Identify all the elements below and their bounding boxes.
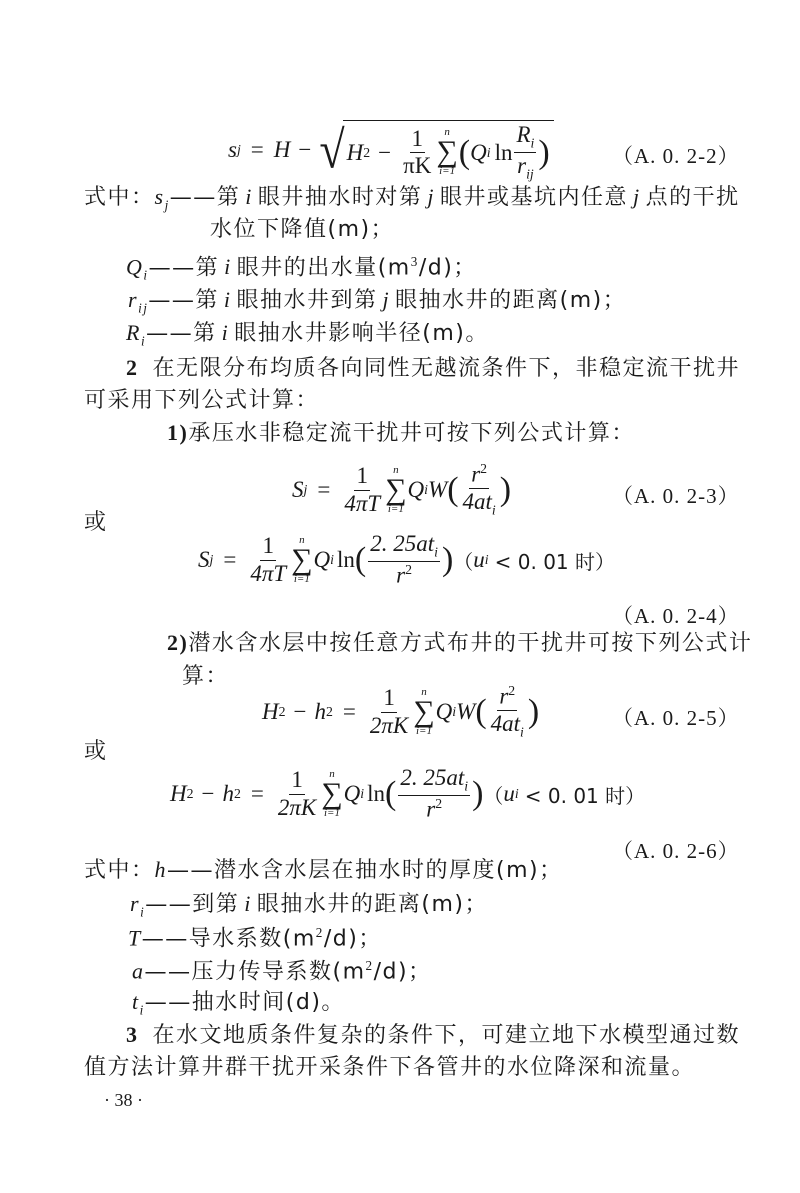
- def-symbol: r: [128, 287, 139, 312]
- em-dash: ——: [145, 892, 193, 917]
- denominator: 2πK: [277, 794, 317, 820]
- paragraph-continuation: 值方法计算井群干扰开采条件下各管井的水位降深和流量。: [84, 1055, 696, 1080]
- fraction: [368, 686, 410, 737]
- def-var: i: [224, 254, 232, 280]
- list-item: [167, 422, 635, 445]
- def-var: i: [223, 287, 232, 312]
- clause-number: 3: [126, 1022, 139, 1047]
- numerator: 1: [260, 534, 276, 560]
- paragraph: [126, 357, 740, 380]
- right-paren: ): [472, 775, 484, 812]
- eq-symbol: u: [473, 547, 485, 572]
- eq-symbol: W: [428, 477, 448, 502]
- def-subscript: j: [164, 197, 170, 213]
- denominator: 2πK: [369, 712, 409, 738]
- eq-superscript: 2: [508, 683, 516, 699]
- em-dash: ——: [144, 990, 192, 1015]
- eq-symbol: S: [292, 477, 304, 502]
- right-paren: ): [527, 693, 540, 730]
- item-text: 承压水非稳定流干扰井可按下列公式计算：: [188, 421, 635, 446]
- radicand: [343, 120, 554, 182]
- eq-superscript: 2: [480, 461, 488, 477]
- em-dash: ——: [167, 858, 215, 883]
- minus-sign: −: [298, 137, 312, 162]
- def-subscript: i: [140, 904, 146, 920]
- sum-upper: n: [299, 533, 305, 546]
- equation-label: （A. 0. 2-4）: [612, 604, 740, 628]
- sum-lower: i=1: [387, 502, 404, 515]
- eq-superscript: 2: [405, 562, 413, 578]
- def-subscript: i: [140, 333, 147, 349]
- def-subscript: i: [143, 267, 149, 283]
- equals-sign: =: [317, 477, 331, 502]
- ln-operator: ln: [337, 547, 355, 572]
- definition-row: [84, 859, 563, 882]
- eq-symbol: H: [273, 137, 291, 162]
- eq-symbol: H: [262, 699, 279, 724]
- em-dash: ——: [141, 926, 189, 952]
- numerator: r: [499, 683, 509, 709]
- def-var: i: [244, 891, 252, 916]
- denominator: r: [517, 153, 527, 178]
- eq-subscript: i: [514, 786, 519, 801]
- paragraph-text: 在水文地质条件复杂的条件下，可建立地下水模型通过数: [152, 1023, 741, 1048]
- ln-operator: ln: [367, 781, 386, 806]
- fraction: [276, 768, 318, 819]
- def-var: j: [427, 184, 436, 209]
- condition-paren: （: [483, 783, 504, 808]
- definition-row: [126, 255, 477, 282]
- def-symbol: r: [130, 891, 141, 916]
- denominator: 4πT: [250, 560, 287, 586]
- eq-symbol: Q: [407, 477, 425, 502]
- radical-icon: √: [319, 120, 345, 179]
- sum-upper: n: [329, 767, 335, 780]
- def-text: 点的干扰: [645, 185, 740, 210]
- eq-subscript: i: [491, 502, 496, 518]
- em-dash: ——: [144, 959, 192, 985]
- eq-superscript: 2: [326, 704, 333, 719]
- equals-sign: =: [250, 137, 264, 162]
- denominator: 4πT: [344, 490, 381, 516]
- def-text: 眼井的出水量(m: [236, 255, 411, 281]
- def-text: 眼井抽水时对第: [257, 185, 423, 210]
- eq-symbol: s: [228, 137, 237, 162]
- eq-subscript: i: [330, 552, 335, 567]
- eq-subscript: j: [236, 142, 241, 157]
- numerator: 2. 25at: [370, 531, 435, 557]
- denominator: πK: [403, 153, 432, 178]
- eq-symbol: H: [170, 781, 187, 806]
- sum-lower: i=1: [323, 806, 340, 819]
- numerator: 2. 25at: [400, 765, 465, 791]
- denominator: 4at: [490, 710, 521, 736]
- fraction: [461, 462, 498, 518]
- eq-subscript: i: [452, 704, 457, 719]
- numerator: R: [516, 121, 531, 147]
- fraction: [248, 534, 288, 585]
- em-dash: ——: [148, 288, 196, 313]
- numerator: 1: [381, 686, 397, 712]
- equation-a026: [170, 762, 645, 826]
- def-text: 眼井或基坑内任意: [440, 185, 629, 210]
- definition-continuation: 水位下降值(m)；: [210, 217, 395, 242]
- left-paren: (: [385, 775, 397, 812]
- right-paren: ): [441, 541, 454, 578]
- def-superscript: 2: [365, 958, 374, 973]
- def-text: /d)；: [418, 255, 477, 281]
- def-text: 眼抽水井影响半径(m)。: [234, 321, 489, 346]
- fraction: [401, 127, 433, 178]
- def-symbol: R: [126, 320, 141, 345]
- def-symbol: Q: [126, 254, 144, 280]
- paragraph-continuation: 可采用下列公式计算：: [84, 388, 320, 413]
- def-symbol: s: [154, 184, 165, 209]
- eq-superscript: 2: [363, 144, 371, 160]
- sum-lower: i=1: [439, 165, 456, 178]
- equation-a024: [198, 528, 615, 592]
- def-symbol: T: [128, 925, 142, 951]
- minus-sign: −: [378, 139, 392, 165]
- fraction: [368, 532, 440, 588]
- right-paren: ): [538, 133, 550, 171]
- eq-subscript: i: [530, 135, 535, 151]
- denominator: 4at: [462, 488, 492, 514]
- fraction: [514, 123, 536, 182]
- equals-sign: =: [250, 781, 264, 806]
- or-connector: 或: [84, 510, 108, 535]
- sum-upper: n: [393, 463, 399, 476]
- list-item-continuation: 算：: [182, 664, 230, 689]
- eq-symbol: u: [503, 781, 515, 806]
- def-text: 潜水含水层在抽水时的厚度(m)；: [214, 858, 563, 883]
- eq-subscript: i: [464, 778, 469, 794]
- item-marker: 1): [167, 420, 189, 445]
- sum-lower: i=1: [293, 572, 310, 585]
- fraction: [398, 766, 470, 822]
- def-subscript: i: [139, 1002, 145, 1018]
- sigma-icon: ∑: [413, 694, 435, 728]
- eq-subscript: i: [486, 144, 491, 160]
- equation-label: （A. 0. 2-3）: [612, 484, 740, 508]
- def-var: j: [382, 287, 391, 312]
- where-prefix: 式中：: [84, 858, 155, 883]
- summation: [385, 465, 406, 515]
- def-var: i: [245, 184, 253, 209]
- equation-a025: [262, 680, 539, 744]
- def-symbol: a: [132, 958, 145, 984]
- em-dash: ——: [169, 185, 217, 210]
- item-marker: 2): [167, 630, 189, 655]
- eq-symbol: H: [346, 139, 364, 165]
- eq-subscript: j: [303, 482, 308, 497]
- eq-symbol: Q: [313, 547, 331, 572]
- sum-upper: n: [444, 126, 450, 139]
- eq-subscript: i: [424, 482, 429, 497]
- eq-symbol: S: [198, 547, 210, 572]
- condition-paren: （: [453, 549, 474, 574]
- summation: [436, 127, 457, 177]
- def-var: i: [221, 320, 230, 345]
- eq-symbol: h: [222, 781, 235, 806]
- def-text: 眼抽水井到第: [236, 288, 378, 313]
- eq-superscript: 2: [435, 796, 443, 812]
- list-item: [167, 632, 752, 655]
- eq-subscript: i: [520, 724, 524, 740]
- definition-row: [130, 893, 488, 919]
- def-text: 导水系数(m: [188, 926, 316, 952]
- equation-a022: [228, 118, 554, 182]
- def-text: 第: [216, 185, 241, 210]
- fraction: [489, 684, 526, 740]
- numerator: 1: [410, 127, 426, 153]
- equation-label: （A. 0. 2-2）: [612, 144, 740, 168]
- eq-symbol: Q: [470, 139, 487, 165]
- def-text: /d)；: [373, 959, 432, 985]
- where-prefix: 式中：: [84, 185, 155, 210]
- definition-row: [128, 926, 382, 950]
- numerator: 1: [354, 464, 370, 490]
- equals-sign: =: [223, 547, 237, 572]
- definition-row: [84, 186, 740, 212]
- def-text: 压力传导系数(m: [191, 959, 366, 985]
- page-number: · 38 ·: [104, 1090, 143, 1110]
- definition-row: [128, 289, 626, 315]
- def-text: 到第: [192, 892, 240, 917]
- minus-sign: −: [293, 699, 307, 724]
- def-text: 第: [193, 321, 217, 346]
- eq-subscript: i: [484, 552, 489, 567]
- numerator: r: [471, 461, 481, 487]
- paragraph: [126, 1024, 740, 1047]
- eq-superscript: 2: [234, 786, 241, 801]
- def-text: 眼抽水井的距离(m)；: [256, 892, 488, 917]
- denominator: r: [396, 562, 406, 588]
- right-paren: ): [499, 471, 512, 508]
- sum-upper: n: [421, 685, 427, 698]
- condition-text: < 0. 01 时）: [524, 783, 646, 808]
- sigma-icon: ∑: [436, 135, 458, 169]
- left-paren: (: [354, 541, 367, 578]
- eq-superscript: 2: [186, 786, 194, 801]
- eq-symbol: h: [314, 699, 327, 724]
- def-superscript: 2: [315, 925, 324, 940]
- definition-row: [132, 991, 345, 1017]
- eq-symbol: Q: [343, 781, 361, 806]
- def-text: 第: [195, 255, 220, 281]
- eq-subscript: i: [434, 544, 438, 560]
- condition-text: < 0. 01 时）: [494, 549, 616, 574]
- ln-operator: ln: [494, 139, 513, 165]
- paragraph-text: 在无限分布均质各向同性无越流条件下，非稳定流干扰井: [152, 356, 741, 381]
- eq-subscript: ij: [526, 166, 534, 182]
- def-superscript: 3: [410, 254, 419, 269]
- left-paren: (: [475, 693, 487, 730]
- def-subscript: ij: [138, 300, 149, 316]
- left-paren: (: [458, 133, 471, 171]
- equation-label: （A. 0. 2-6）: [612, 839, 740, 863]
- summation: [321, 769, 342, 819]
- def-symbol: h: [154, 857, 168, 882]
- eq-symbol: W: [456, 699, 476, 724]
- denominator: r: [426, 796, 436, 822]
- left-paren: (: [447, 471, 459, 508]
- equation-a023: [292, 458, 511, 522]
- em-dash: ——: [146, 321, 194, 346]
- eq-symbol: Q: [435, 699, 453, 724]
- def-text: 第: [195, 288, 219, 313]
- fraction: [342, 464, 382, 515]
- definition-row: [132, 959, 432, 983]
- def-var: j: [633, 184, 641, 209]
- sigma-icon: ∑: [385, 472, 407, 506]
- summation: [413, 687, 434, 737]
- square-root: [319, 118, 553, 182]
- sum-lower: i=1: [415, 724, 432, 737]
- def-text: 眼抽水井的距离(m)；: [395, 288, 627, 313]
- def-text: /d)；: [323, 926, 382, 952]
- eq-subscript: i: [360, 786, 365, 801]
- eq-subscript: j: [209, 552, 214, 567]
- definition-row: [126, 322, 489, 348]
- em-dash: ——: [148, 255, 196, 281]
- clause-number: 2: [126, 355, 139, 380]
- sigma-icon: ∑: [291, 542, 313, 576]
- equals-sign: =: [342, 699, 356, 724]
- numerator: 1: [289, 768, 305, 794]
- def-text: 抽水时间(d)。: [191, 990, 345, 1015]
- or-connector: 或: [84, 739, 108, 764]
- sigma-icon: ∑: [321, 776, 343, 810]
- equation-label: （A. 0. 2-5）: [612, 706, 740, 730]
- minus-sign: −: [201, 781, 215, 806]
- summation: [291, 535, 312, 585]
- def-symbol: t: [132, 989, 140, 1014]
- item-text: 潜水含水层中按任意方式布井的干扰井可按下列公式计: [188, 631, 753, 656]
- eq-superscript: 2: [278, 704, 286, 719]
